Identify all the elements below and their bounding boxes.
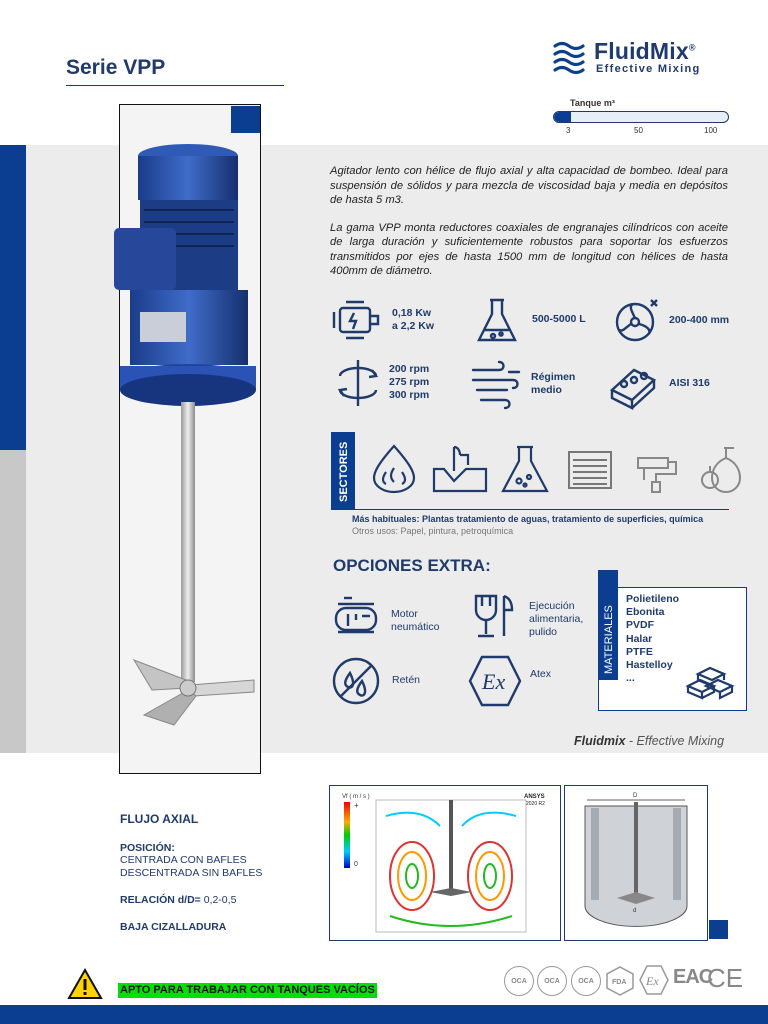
- svg-text:Ex: Ex: [482, 669, 506, 694]
- description: [330, 164, 728, 292]
- eac-cert-icon: EAC: [673, 966, 713, 988]
- sectores-otros: Otros usos: Papel, pintura, petroquímica: [352, 526, 514, 536]
- food-grade-icon: [468, 592, 520, 642]
- spec-power: 0,18 Kw a 2,2 Kw: [392, 307, 435, 332]
- oca-cert-icon: OCA: [504, 966, 534, 996]
- material-item: Hastelloy: [626, 659, 673, 672]
- oca-cert-icon: OCA: [537, 966, 567, 996]
- position-centered: CENTRADA CON BAFLES: [120, 854, 247, 866]
- sectores-underline: [331, 509, 729, 510]
- materiales-list: [626, 593, 679, 685]
- tank-gauge-fill: [554, 112, 571, 122]
- paper-stack-icon: [565, 446, 615, 494]
- svg-text:+: +: [354, 801, 359, 810]
- tank-tick-mid: 50: [634, 126, 643, 135]
- side-strip-blue: [0, 145, 26, 450]
- description-paragraph-1: Agitador lento con hélice de flujo axial y alta capacidad de bombeo. Ideal para suspensión de sólidos y para mezcla de viscosidad baja y media en depósitos de hasta 5 m3.: [330, 165, 728, 206]
- frame-accent-square: [231, 106, 260, 133]
- side-strip-gray: [0, 450, 26, 753]
- relation: RELACIÓN d/D= 0,2-0,5: [120, 894, 237, 906]
- warning-text: APTO PARA TRABAJAR CON TANQUES VACÍOS: [120, 984, 375, 996]
- spec-diameter: 200-400 mm: [669, 314, 730, 326]
- oca-cert-icon: OCA: [571, 966, 601, 996]
- material-item: Ebonita: [626, 606, 665, 619]
- spec-speed: 200 rpm 275 rpm 300 rpm: [389, 363, 430, 401]
- propeller-diameter-icon: [611, 294, 663, 344]
- svg-text:2020 R2: 2020 R2: [526, 801, 545, 807]
- tank-tick-max: 100: [704, 126, 718, 135]
- page-title: Serie VPP: [66, 56, 166, 79]
- sectores-label: [331, 432, 355, 509]
- agitator-image: [104, 140, 264, 740]
- fluidmix-logo-icon: [552, 40, 592, 76]
- spec-volume: 500-5000 L: [532, 313, 586, 325]
- paint-icon: [634, 444, 684, 494]
- footer-bar: [0, 1005, 768, 1024]
- petrochemical-icon: [698, 442, 748, 494]
- low-shear: BAJA CIZALLADURA: [120, 921, 227, 933]
- svg-text:SECTORES: SECTORES: [338, 441, 350, 502]
- svg-text:FDA: FDA: [612, 979, 627, 986]
- svg-text:d: d: [633, 908, 637, 914]
- svg-text:ANSYS: ANSYS: [524, 794, 545, 800]
- opt-seal: Retén: [392, 674, 421, 686]
- title-underline: [66, 85, 284, 86]
- svg-text:Vf ( m / s ): Vf ( m / s ): [342, 794, 370, 800]
- spec-regime: Régimen medio: [531, 371, 576, 396]
- position-offset: DESCENTRADA SIN BAFLES: [120, 867, 263, 879]
- material-item: Halar: [626, 632, 653, 645]
- flow-regime-icon: [471, 360, 523, 410]
- opt-atex: Atex: [530, 668, 552, 680]
- tank-gauge: [553, 111, 729, 123]
- seal-icon: [330, 655, 382, 707]
- atex-cert-icon: [638, 964, 670, 996]
- spec-material: AISI 316: [669, 377, 710, 389]
- surface-treatment-icon: [432, 443, 488, 495]
- diagram-accent-square: [709, 920, 728, 939]
- svg-text:Ex: Ex: [646, 974, 659, 988]
- material-item: Polietileno: [626, 593, 680, 605]
- brand-name: FluidMix®: [594, 38, 696, 64]
- svg-text:MATERIALES: MATERIALES: [603, 605, 615, 674]
- ce-cert-icon: CE: [707, 963, 744, 993]
- warning-icon: [67, 968, 103, 1000]
- chemistry-flask-icon: [497, 443, 553, 495]
- fda-cert-icon: [605, 966, 635, 996]
- sectores-habituales: Más habituales: Plantas tratamiento de aguas, tratamiento de superficies, química: [352, 514, 704, 524]
- steel-material-icon: [610, 360, 662, 410]
- svg-text:0: 0: [354, 861, 358, 868]
- svg-text:D: D: [633, 793, 638, 799]
- opt-motor: Motor neumático: [391, 608, 440, 633]
- position-label: POSICIÓN:: [120, 842, 175, 854]
- atex-icon: [468, 655, 522, 707]
- material-item: PTFE: [626, 645, 653, 658]
- tank-label: Tanque m³: [570, 98, 615, 108]
- cfd-simulation-image: [329, 785, 561, 941]
- footer-brand: Fluidmix - Effective Mixing: [574, 734, 725, 748]
- pneumatic-motor-icon: [330, 592, 382, 642]
- materiales-label: [598, 570, 618, 680]
- tank-diagram: [564, 785, 708, 941]
- water-drops-icon: [364, 442, 424, 494]
- opt-food: Ejecución alimentaria, pulido: [529, 600, 584, 638]
- material-item: PVDF: [626, 619, 655, 632]
- opciones-title: OPCIONES EXTRA:: [333, 556, 491, 575]
- tank-tick-min: 3: [566, 126, 571, 135]
- brand-tagline: Effective Mixing: [596, 63, 701, 75]
- motor-power-icon: [332, 296, 384, 346]
- flask-volume-icon: [471, 296, 523, 346]
- rotation-speed-icon: [332, 358, 384, 408]
- flow-title: FLUJO AXIAL: [120, 812, 199, 826]
- ingots-icon: [684, 656, 736, 702]
- description-paragraph-2: La gama VPP monta reductores coaxiales de engranajes cilíndricos con aceite de larga duración y suficientemente robustos para soportar los esfuerzos transmitidos por ejes de hasta 1500 mm de longitud con hélices de hasta 400mm de diámetro.: [330, 221, 728, 277]
- material-item: ...: [626, 672, 635, 685]
